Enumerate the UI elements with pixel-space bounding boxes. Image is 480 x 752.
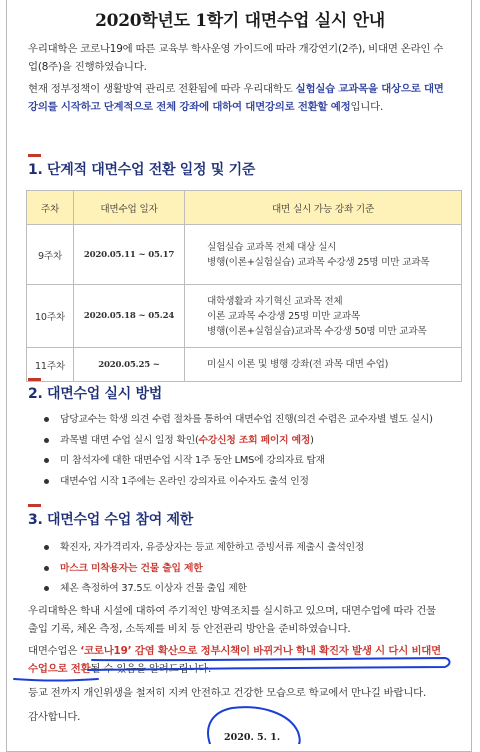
row-week: 10주차 — [27, 285, 74, 348]
criteria-line: 이론 교과목 수강생 25명 미만 교과목 — [207, 310, 361, 322]
list-item: 마스크 미착용자는 건물 출입 제한 — [44, 559, 464, 580]
row-week: 11주차 — [27, 348, 74, 382]
list-item: 과목별 대면 수업 실시 일정 확인(수강신청 조회 페이지 예정) — [44, 431, 464, 452]
header-date: 대면수업 일자 — [74, 191, 185, 225]
header-week: 주차 — [27, 191, 74, 225]
intro-p2-tail: 입니다. — [350, 101, 384, 113]
criteria-line: 대학생활과 자기혁신 교과목 전체 — [207, 295, 343, 307]
list-item: 미 참석자에 대한 대면수업 시작 1주 동안 LMS에 강의자료 탑재 — [44, 451, 464, 472]
list-item: 담당교수는 학생 의견 수렴 절차를 통하여 대면수업 진행(의견 수렴은 교수자별 별도 실시) — [44, 410, 464, 431]
criteria-line: 실험실습 교과목 전체 대상 실시 — [207, 241, 337, 253]
list-item-emphasis: 수강신청 조회 페이지 예정 — [198, 434, 311, 446]
closing-thanks: 감사합니다. — [28, 711, 81, 723]
criteria-line: 미실시 이론 및 병행 강좌(전 과목 대면 수업) — [207, 359, 389, 370]
list-item: 대면수업 시작 1주에는 온라인 강의자료 이수자도 출석 인정 — [44, 472, 464, 493]
header-criteria: 대면 실시 가능 강좌 기준 — [185, 191, 462, 225]
row-week: 9주차 — [27, 225, 74, 285]
document-date: 2020. 5. 1. — [224, 732, 281, 743]
criteria-line: 병행(이론+실험실습)교과목 수강생 50명 미만 교과목 — [207, 325, 427, 337]
list-item: 확진자, 자가격리자, 유증상자는 등교 제한하고 증빙서류 제출시 출석인정 — [44, 538, 464, 559]
section2-title: 2. 대면수업 실시 방법 — [28, 386, 162, 402]
closing-p2-emphasis: ‘코로나19’ 감염 확산으로 정부시책이 바뀌거나 학내 확진자 발생 시 다시 비대면 수업으로 전환 — [28, 645, 441, 675]
row-date: 2020.05.18 ~ 05.24 — [74, 285, 185, 348]
closing-paragraph-1: 우리대학은 학내 시설에 대하여 주기적인 방역조치를 실시하고 있으며, 대면수업에 따라 건물 출입 기록, 체온 측정, 소독제를 비치 등 안전관리 방안을 준비하였습니다. — [28, 605, 436, 635]
row-date: 2020.05.11 ~ 05.17 — [74, 225, 185, 285]
closing-paragraph-3: 등교 전까지 개인위생을 철저히 지켜 안전하고 건강한 모습으로 학교에서 만나길 바랍니다. — [28, 687, 427, 699]
pen-circle — [208, 707, 300, 744]
pen-underline — [88, 658, 450, 670]
row-date: 2020.05.25 ~ — [74, 348, 185, 382]
intro-paragraph-1: 우리대학은 코로나19에 따른 교육부 학사운영 가이드에 따라 개강연기(2주), 비대면 온라인 수업(8주)을 진행하였습니다. — [28, 43, 444, 73]
pen-underline — [14, 679, 98, 681]
intro-p2-emphasis: 실험실습 교과목을 대상으로 대면강의를 시작하고 단계적으로 전체 강좌에 대하여 대면강의로 전환할 예정 — [28, 83, 444, 113]
list-item: 체온 측정하여 37.5도 이상자 건물 출입 제한 — [44, 579, 464, 600]
section1-title: 1. 단계적 대면수업 전환 일정 및 기준 — [28, 162, 256, 178]
page-title: 2020학년도 1학기 대면수업 실시 안내 — [95, 11, 385, 31]
closing-paragraph-2: 대면수업은 ‘코로나19’ 감염 확산으로 정부시책이 바뀌거나 학내 확진자 발생 시 다시 비대면 수업으로 전환될 수 있음을 알려드립니다. — [28, 645, 441, 675]
section3-title: 3. 대면수업 수업 참여 제한 — [28, 512, 193, 528]
criteria-line: 병행(이론+실험실습) 교과목 수강생 25명 미만 교과목 — [207, 256, 430, 268]
intro-p2-lead: 현재 정부정책이 생활방역 관리로 전환됨에 따라 우리대학도 — [28, 83, 296, 95]
